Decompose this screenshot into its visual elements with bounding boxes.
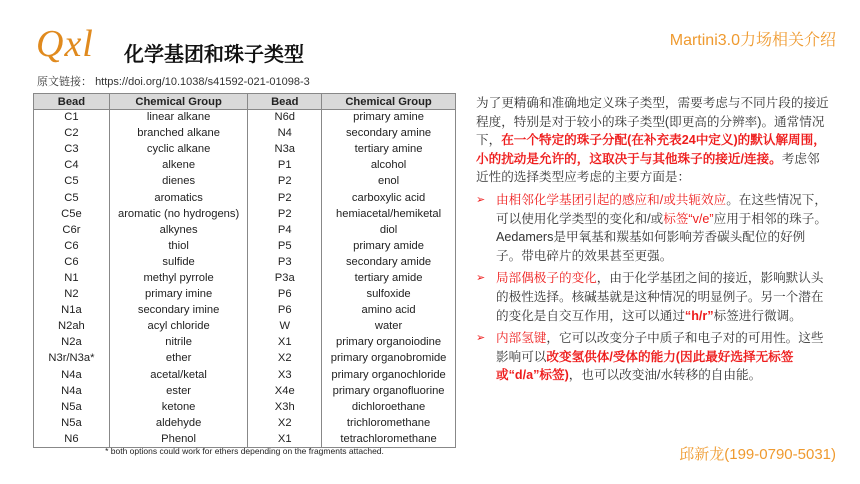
- chemical-group-cell: primary amine: [353, 111, 424, 124]
- chemical-group-cell: amino acid: [361, 304, 416, 317]
- bead-cell: C1: [64, 111, 79, 124]
- bullet-item: [476, 269, 830, 325]
- bead-cell: N2a: [61, 336, 82, 349]
- highlight-text: 在一个特定的珠子分配(在补充表24中定义)的默认解周围，小的扰动是允许的，这取决于与其他珠子的接近/连接。: [476, 133, 826, 166]
- contact-info: 邱新龙(199-0790-5031): [679, 446, 836, 463]
- bead-cell: W: [248, 319, 322, 335]
- bullet-item: [476, 191, 830, 265]
- text: 应用于相邻的珠子。Aedamers是甲氧基和羰基如何影响芳香碳头配位的好例子。带电碎片的效果甚至更强。: [496, 211, 827, 263]
- table-row: [34, 367, 456, 383]
- bead-cell: P2: [248, 206, 322, 222]
- table-row: [34, 174, 456, 190]
- chemical-group-cell: nitrile: [109, 335, 248, 351]
- table-footnote: * both options could work for ethers depending on the fragments attached.: [105, 446, 384, 456]
- arrow-bullet-icon: ➢: [476, 272, 486, 285]
- bead-cell: N5a: [61, 416, 82, 429]
- table-row: [34, 142, 456, 158]
- table-row: [34, 303, 456, 319]
- highlight-text: 局部偶极子的变化: [496, 271, 597, 286]
- bead-cell: N4: [248, 126, 322, 142]
- bead-cell: C5e: [61, 207, 82, 220]
- highlight-text: 标签“v/e”: [663, 211, 714, 226]
- chemical-group-cell: acyl chloride: [109, 319, 248, 335]
- bead-cell: N6: [64, 432, 79, 445]
- chemical-group-cell: primary organochloride: [331, 368, 446, 381]
- table-row: [34, 110, 456, 126]
- bead-cell: P2: [248, 190, 322, 206]
- bead-cell: N4a: [61, 368, 82, 381]
- table-row: [34, 190, 456, 206]
- bead-cell: C5: [64, 175, 79, 188]
- chemical-group-cell: primary amide: [353, 239, 424, 252]
- bead-cell: P1: [248, 158, 322, 174]
- bead-cell: N2ah: [58, 320, 85, 333]
- bead-cell: C2: [64, 127, 79, 140]
- arrow-bullet-icon: ➢: [476, 332, 486, 345]
- column-header: Chemical Group: [322, 94, 456, 110]
- chemical-group-cell: trichloromethane: [346, 416, 431, 429]
- bead-cell: N2: [64, 288, 79, 301]
- bead-table: [33, 93, 456, 448]
- chemical-group-cell: dienes: [109, 174, 248, 190]
- bead-cell: N1: [64, 271, 79, 284]
- bead-cell: C6: [64, 239, 79, 252]
- bullet-item: [476, 329, 830, 385]
- column-header: Bead: [248, 94, 322, 110]
- table-row: [34, 383, 456, 399]
- chemical-group-cell: ester: [109, 383, 248, 399]
- text: 。在这些情况下，可以使用化学类型的变化和/或: [496, 192, 827, 226]
- chemical-group-cell: acetal/ketal: [109, 367, 248, 383]
- bead-cell: N5a: [61, 400, 82, 413]
- chemical-group-cell: aromatic (no hydrogens): [109, 206, 248, 222]
- bead-cell: N6d: [248, 110, 322, 126]
- bead-cell: C6: [64, 255, 79, 268]
- bead-cell: N1a: [61, 304, 82, 317]
- highlight-text: 改变氢供体/受体的能力(因此最好选择无标签或“d/a”标签): [496, 349, 794, 383]
- chemical-group-cell: alcohol: [370, 159, 407, 172]
- bead-cell: N3r/N3a*: [48, 352, 95, 365]
- table-row: [34, 287, 456, 303]
- description-text: [476, 94, 830, 385]
- chemical-group-cell: thiol: [109, 238, 248, 254]
- page-title: 化学基团和珠子类型: [124, 44, 304, 66]
- chemical-group-cell: branched alkane: [109, 126, 248, 142]
- highlight-text: “h/r”: [684, 308, 714, 323]
- arrow-bullet-icon: ➢: [476, 193, 486, 206]
- bead-cell: X2: [248, 415, 322, 431]
- highlight-text: 由相邻化学基团引起的感应和/或共轭效应: [496, 192, 727, 207]
- table-row: [34, 126, 456, 142]
- chemical-group-cell: enol: [377, 175, 400, 188]
- table-row: [34, 399, 456, 415]
- chemical-group-cell: secondary amide: [345, 255, 432, 268]
- bead-cell: X3h: [248, 399, 322, 415]
- bead-cell: P6: [248, 287, 322, 303]
- bead-cell: P6: [248, 303, 322, 319]
- chemical-group-cell: alkynes: [109, 222, 248, 238]
- chemical-group-cell: dichloroethane: [351, 400, 426, 413]
- bead-cell: C6r: [62, 223, 81, 236]
- text: 标签进行微调。: [713, 308, 802, 323]
- chemical-group-cell: Phenol: [109, 431, 248, 447]
- bead-cell: N3a: [248, 142, 322, 158]
- topic-title: Martini3.0力场相关介绍: [669, 32, 836, 49]
- chemical-group-cell: tertiary amide: [354, 271, 423, 284]
- table-row: [34, 335, 456, 351]
- chemical-group-cell: methyl pyrrole: [109, 270, 248, 286]
- chemical-group-cell: ketone: [109, 399, 248, 415]
- text: ，由于化学基团之间的接近，影响默认头的极性选择。核碱基就是这种情况的明显例子。另一个潜在的变化是自交互作用，这可以通过: [496, 271, 824, 323]
- chemical-group-cell: sulfoxide: [366, 288, 411, 301]
- bead-cell: X4e: [248, 383, 322, 399]
- text: 为了更精确和准确地定义珠子类型，需要考虑与不同片段的接近程度，特别是对于较小的珠子类型(即更高的分辨率)。通常情况下，: [476, 96, 829, 148]
- chemical-group-cell: aromatics: [109, 190, 248, 206]
- chemical-group-cell: alkene: [109, 158, 248, 174]
- bead-cell: X1: [248, 431, 322, 447]
- chemical-group-cell: aldehyde: [109, 415, 248, 431]
- table-row: [34, 270, 456, 286]
- bead-cell: X2: [248, 351, 322, 367]
- chemical-group-cell: ether: [109, 351, 248, 367]
- table-row: [34, 206, 456, 222]
- chemical-group-cell: water: [374, 320, 403, 333]
- logo: Qxl: [36, 23, 94, 65]
- table-row: [34, 238, 456, 254]
- bead-cell: P3: [248, 254, 322, 270]
- chemical-group-cell: hemiacetal/hemiketal: [336, 207, 442, 220]
- chemical-group-cell: primary organobromide: [330, 352, 447, 365]
- bead-cell: C5: [64, 191, 79, 204]
- highlight-text: 内部氢键: [496, 331, 547, 346]
- bead-cell: X1: [248, 335, 322, 351]
- column-header: Chemical Group: [109, 94, 248, 110]
- chemical-group-cell: carboxylic acid: [351, 191, 426, 204]
- chemical-group-cell: tertiary amine: [354, 143, 423, 156]
- chemical-group-cell: diol: [379, 223, 398, 236]
- chemical-group-cell: secondary imine: [109, 303, 248, 319]
- table-row: [34, 415, 456, 431]
- table-row: [34, 254, 456, 270]
- bead-cell: X3: [248, 367, 322, 383]
- chemical-group-cell: secondary amine: [345, 127, 432, 140]
- intro-paragraph: [476, 94, 830, 187]
- bead-cell: P5: [248, 238, 322, 254]
- text: 考虑邻近性的选择类型应考虑的主要方面是：: [476, 151, 820, 185]
- bead-cell: P2: [248, 174, 322, 190]
- chemical-group-cell: tetrachloromethane: [340, 432, 437, 445]
- chemical-group-cell: cyclic alkane: [109, 142, 248, 158]
- text: ，也可以改变油/水转移的自由能。: [568, 368, 762, 383]
- table-row: [34, 158, 456, 174]
- chemical-group-cell: primary organoiodine: [336, 336, 442, 349]
- bead-cell: N4a: [61, 384, 82, 397]
- source-url[interactable]: https://doi.org/10.1038/s41592-021-01098-3: [95, 76, 310, 88]
- chemical-group-cell: sulfide: [109, 254, 248, 270]
- table-row: [34, 319, 456, 335]
- bead-cell: P3a: [248, 270, 322, 286]
- source-label: 原文链接：: [37, 76, 92, 88]
- chemical-group-cell: primary organofluorine: [332, 384, 445, 397]
- bead-cell: P4: [248, 222, 322, 238]
- column-header: Bead: [34, 94, 110, 110]
- bead-cell: C3: [64, 143, 79, 156]
- bead-cell: C4: [64, 159, 79, 172]
- chemical-group-cell: linear alkane: [109, 110, 248, 126]
- text: ，它可以改变分子中质子和电子对的可用性。这些影响可以: [496, 331, 824, 364]
- table-row: [34, 351, 456, 367]
- source-link: [37, 73, 310, 89]
- table-row: [34, 222, 456, 238]
- chemical-group-cell: primary imine: [109, 287, 248, 303]
